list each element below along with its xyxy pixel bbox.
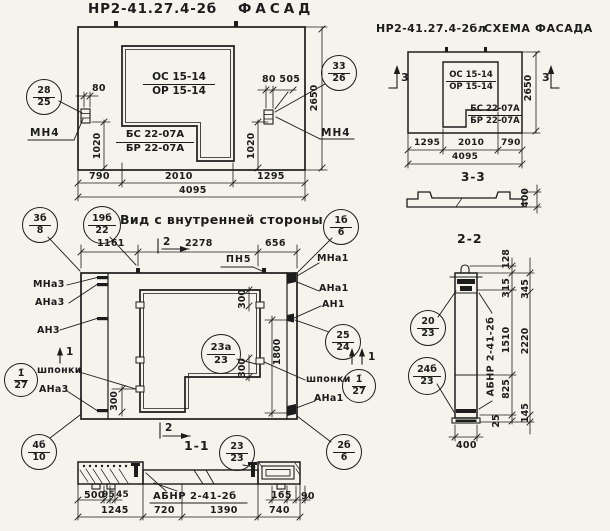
callout-2b-6: 2б 6 bbox=[326, 434, 362, 470]
innerview-label-shponki-left: шпонки bbox=[37, 365, 82, 376]
innerview-dim-1161: 1161 bbox=[97, 238, 125, 249]
innerview-dim-300-mid: 300 bbox=[237, 358, 249, 378]
sec22-dim-1510: 1510 bbox=[501, 326, 513, 354]
section-33-title: 3-3 bbox=[461, 170, 486, 184]
sec22-dim-2220: 2220 bbox=[520, 327, 532, 355]
schema-dim-2010: 2010 bbox=[458, 138, 485, 148]
sec22-panel bbox=[450, 265, 482, 423]
sec11-dim-740: 740 bbox=[269, 505, 290, 516]
innerview-label-ana1-bottom: АНа1 bbox=[314, 393, 344, 404]
facade-dim-1020-right: 1020 bbox=[246, 132, 258, 160]
innerview-dim-300-top: 300 bbox=[237, 289, 249, 309]
sec22-dim-825: 825 bbox=[501, 379, 513, 399]
innerview-label-ana1: АНа1 bbox=[319, 283, 349, 294]
facade-dim-80-left: 80 bbox=[92, 83, 106, 94]
sec11-drawing bbox=[78, 462, 300, 489]
schema-opening-mark: ОС 15-14 ОР 15-14 bbox=[446, 70, 496, 92]
schema-dim-1295: 1295 bbox=[414, 138, 441, 148]
facade-title-name: ФАСАД bbox=[238, 1, 315, 17]
callout-25-24: 25 24 bbox=[325, 324, 361, 360]
callout-20-23: 20 23 bbox=[410, 310, 446, 346]
callout-4b-10: 4б 10 bbox=[21, 434, 57, 470]
sec11-dim-95: 95 bbox=[102, 490, 116, 500]
facade-anchor-label-left: МН4 bbox=[30, 127, 60, 139]
facade-dim-lines bbox=[76, 27, 327, 201]
schema-title-code: НР2-41.27.4-2бл bbox=[376, 22, 487, 35]
sec11-dim-1245: 1245 bbox=[101, 505, 129, 516]
facade-panel-mark: БС 22-07А БР 22-07А bbox=[116, 129, 194, 155]
callout-19b-22: 19б 22 bbox=[83, 206, 121, 244]
innerview-dim-300-bottom: 300 bbox=[109, 391, 121, 411]
innerview-label-mna1: МНа1 bbox=[317, 253, 349, 264]
callout-1-27-right: 1̄ 27 bbox=[342, 369, 376, 403]
callout-23-23: 23 23 bbox=[219, 435, 255, 471]
facade-dim-ticks bbox=[75, 26, 325, 200]
section-22-title: 2-2 bbox=[457, 231, 483, 246]
sec22-product-label: АБНР 2-41-2б bbox=[485, 316, 497, 397]
callout-28-25: 28 25 bbox=[26, 79, 62, 115]
sec22-dim-315: 315 bbox=[501, 278, 513, 298]
schema-title-name: СХЕМА ФАСАДА bbox=[484, 22, 593, 35]
sec11-dim-500: 500 bbox=[84, 490, 105, 501]
facade-anchor-label-right: МН4 bbox=[321, 127, 351, 139]
facade-title-code: НР2-41.27.4-2б bbox=[88, 1, 218, 17]
innerview-dim-2278: 2278 bbox=[185, 238, 213, 249]
sec22-dim-128: 128 bbox=[501, 249, 513, 269]
sec22-dim-400: 400 bbox=[456, 440, 477, 451]
innerview-label-mna3: МНа3 bbox=[33, 279, 65, 290]
facade-dim-2010: 2010 bbox=[165, 171, 193, 182]
innerview-section1-left: 1 bbox=[66, 346, 74, 358]
schema-dim-790: 790 bbox=[501, 138, 521, 148]
callout-24b-23: 24б 23 bbox=[408, 357, 446, 395]
innerview-label-ana3-bottom: АНа3 bbox=[39, 384, 69, 395]
innerview-section1-right: 1 bbox=[368, 351, 376, 363]
sec22-dim-25: 25 bbox=[491, 414, 503, 428]
callout-33-26: 33 26 bbox=[321, 55, 357, 91]
innerview-section2-top: 2 bbox=[163, 236, 171, 248]
innerview-title: Вид с внутренней стороны bbox=[120, 212, 324, 227]
sec11-dim-165: 165 bbox=[271, 490, 292, 501]
innerview-label-an3: АН3 bbox=[37, 325, 60, 336]
schema-panel-mark: БС 22-07А БР 22-07А bbox=[468, 104, 522, 126]
facade-dim-1020-left: 1020 bbox=[92, 132, 104, 160]
innerview-leaders bbox=[48, 237, 332, 467]
section-11-title: 1-1 bbox=[184, 438, 210, 453]
sec11-dim-1390: 1390 bbox=[210, 505, 238, 516]
innerview-section2-bottom: 2 bbox=[165, 422, 173, 434]
facade-dim-1295: 1295 bbox=[257, 171, 285, 182]
sec11-dim-90: 90 bbox=[301, 491, 315, 502]
sec11-dim-45: 45 bbox=[116, 490, 130, 500]
sec11-dim-720: 720 bbox=[154, 505, 175, 516]
facade-dim-2650: 2650 bbox=[309, 84, 321, 112]
innerview-label-pn5: ПН5 bbox=[226, 254, 252, 265]
callout-1b-6: 1б 6 bbox=[323, 209, 359, 245]
facade-dim-80-505: 80 505 bbox=[262, 74, 301, 85]
schema-dim-2650: 2650 bbox=[523, 74, 535, 102]
schema-dim-4095: 4095 bbox=[452, 152, 479, 162]
schema-section3-left: 3 bbox=[401, 71, 409, 84]
facade-dim-790: 790 bbox=[89, 171, 110, 182]
callout-1-27-left: 1̄ 27 bbox=[4, 363, 38, 397]
section-33-dim-400: 400 bbox=[520, 188, 532, 208]
innerview-dim-656: 656 bbox=[265, 238, 286, 249]
facade-dim-4095: 4095 bbox=[179, 185, 207, 196]
sec22-dim-345: 345 bbox=[520, 279, 532, 299]
callout-3b-8: 3б 8 bbox=[22, 207, 58, 243]
innerview-label-an1: АН1 bbox=[322, 299, 345, 310]
sec22-dim-145: 145 bbox=[520, 403, 532, 423]
innerview-label-shponki-right: шпонки bbox=[306, 374, 351, 385]
facade-opening-mark: ОС 15-14 ОР 15-14 bbox=[143, 71, 215, 98]
innerview-dim-1800: 1800 bbox=[272, 338, 284, 366]
schema-section3-right: 3 bbox=[542, 71, 550, 84]
sec11-product-label: АБНР 2-41-2б bbox=[153, 491, 237, 502]
innerview-label-ana3: АНа3 bbox=[35, 297, 65, 308]
callout-23a-23: 23а 23 bbox=[201, 334, 241, 374]
